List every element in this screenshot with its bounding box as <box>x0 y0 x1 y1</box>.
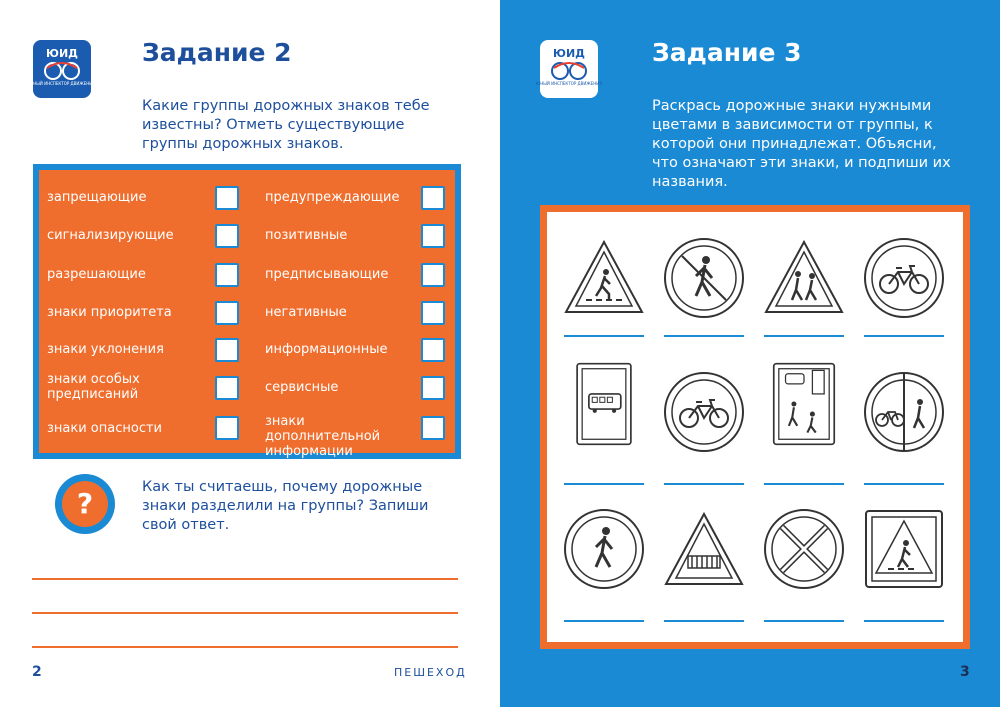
check-item <box>265 305 347 320</box>
check-item <box>47 372 207 402</box>
check-item <box>265 267 388 282</box>
question-mark: ? <box>62 481 108 527</box>
bus-stop-icon <box>562 362 646 446</box>
pedestrian-crossing-warning-icon <box>562 238 646 322</box>
checkbox[interactable] <box>421 376 445 400</box>
children-warning-icon <box>762 238 846 322</box>
check-item <box>265 380 338 395</box>
signs-grid <box>547 212 963 642</box>
logo-subtitle: ЮНЫЙ ИНСПЕКТОР ДВИЖЕНИЯ <box>28 81 96 86</box>
check-item <box>47 267 146 282</box>
checkbox[interactable] <box>421 301 445 325</box>
check-label: знаки опасности <box>47 421 163 436</box>
check-item <box>47 228 174 243</box>
pedestrian-crossing-icon <box>862 507 946 591</box>
right-page <box>500 0 1000 707</box>
page-title: Задание 3 <box>652 38 802 67</box>
check-label: знаки дополнительной информации <box>265 414 381 459</box>
running-head: ПЕШЕХОД <box>394 666 467 679</box>
sign-caption-line[interactable] <box>864 620 944 622</box>
bicycle-path-icon <box>662 370 746 454</box>
question-text: Как ты считаешь, почему дорожные знаки разделили на группы? Запиши свой ответ. <box>142 479 429 533</box>
checkbox[interactable] <box>215 186 239 210</box>
shared-bike-pedestrian-path-icon <box>862 370 946 454</box>
check-label: информационные <box>265 342 388 357</box>
sign-caption-line[interactable] <box>764 483 844 485</box>
sign-caption-line[interactable] <box>664 483 744 485</box>
task-instructions: Какие группы дорожных знаков тебе известны? Отметь существующие группы дорожных знаков. <box>142 98 430 152</box>
signs-frame <box>540 205 970 649</box>
checkbox[interactable] <box>421 186 445 210</box>
sign-caption-line[interactable] <box>564 483 644 485</box>
pedestrian-path-icon <box>562 507 646 591</box>
checkbox[interactable] <box>421 338 445 362</box>
check-label: запрещающие <box>47 190 147 205</box>
check-item <box>265 414 415 459</box>
checkbox[interactable] <box>215 416 239 440</box>
checkbox[interactable] <box>215 301 239 325</box>
sign-caption-line[interactable] <box>664 620 744 622</box>
sign-caption-line[interactable] <box>664 335 744 337</box>
checkbox[interactable] <box>215 263 239 287</box>
answer-line[interactable] <box>32 612 458 614</box>
page-title: Задание 2 <box>142 38 292 67</box>
check-label: негативные <box>265 305 347 320</box>
checkbox[interactable] <box>215 376 239 400</box>
check-label: знаки приоритета <box>47 305 172 320</box>
answer-line[interactable] <box>32 578 458 580</box>
check-item <box>265 342 388 357</box>
logo-subtitle: ЮНЫЙ ИНСПЕКТОР ДВИЖЕНИЯ <box>535 81 603 86</box>
check-label: сигнализирующие <box>47 228 174 243</box>
sign-caption-line[interactable] <box>864 483 944 485</box>
task-instructions: Раскрась дорожные знаки нужными цветами в зависимости от группы, к которой они принадлежат. Объясни, что означают эти знаки, и подпиши их названия. <box>652 98 951 190</box>
logo-text: ЮИД <box>553 47 585 60</box>
checkbox[interactable] <box>215 224 239 248</box>
check-label: предписывающие <box>265 267 389 282</box>
checkbox[interactable] <box>421 416 445 440</box>
question-icon <box>55 474 115 534</box>
check-label: предупреждающие <box>265 190 400 205</box>
check-label: позитивные <box>265 228 348 243</box>
sign-caption-line[interactable] <box>764 335 844 337</box>
sign-groups-checklist <box>33 164 461 459</box>
check-item <box>47 190 146 205</box>
sign-caption-line[interactable] <box>864 335 944 337</box>
check-item <box>47 342 164 357</box>
logo-text: ЮИД <box>46 47 78 60</box>
railroad-crossing-warning-icon <box>662 510 746 594</box>
check-item <box>265 190 399 205</box>
no-stopping-icon <box>762 507 846 591</box>
sign-caption-line[interactable] <box>564 620 644 622</box>
sign-caption-line[interactable] <box>764 620 844 622</box>
sign-caption-line[interactable] <box>564 335 644 337</box>
check-item <box>47 305 172 320</box>
check-label: сервисные <box>265 380 339 395</box>
check-label: разрешающие <box>47 267 146 282</box>
page-number: 2 <box>32 664 42 680</box>
yuid-logo <box>28 40 96 98</box>
answer-line[interactable] <box>32 646 458 648</box>
check-item <box>47 421 162 436</box>
checkbox[interactable] <box>421 224 445 248</box>
no-pedestrians-icon <box>662 236 746 320</box>
checkbox[interactable] <box>215 338 239 362</box>
check-label: знаки уклонения <box>47 342 164 357</box>
yuid-logo <box>535 40 603 98</box>
check-item <box>265 228 347 243</box>
page-number: 3 <box>960 664 970 680</box>
check-label: знаки особых предписаний <box>47 372 140 402</box>
checkbox[interactable] <box>421 263 445 287</box>
bicycles-prohibited-icon <box>862 236 946 320</box>
living-zone-icon <box>762 362 846 446</box>
